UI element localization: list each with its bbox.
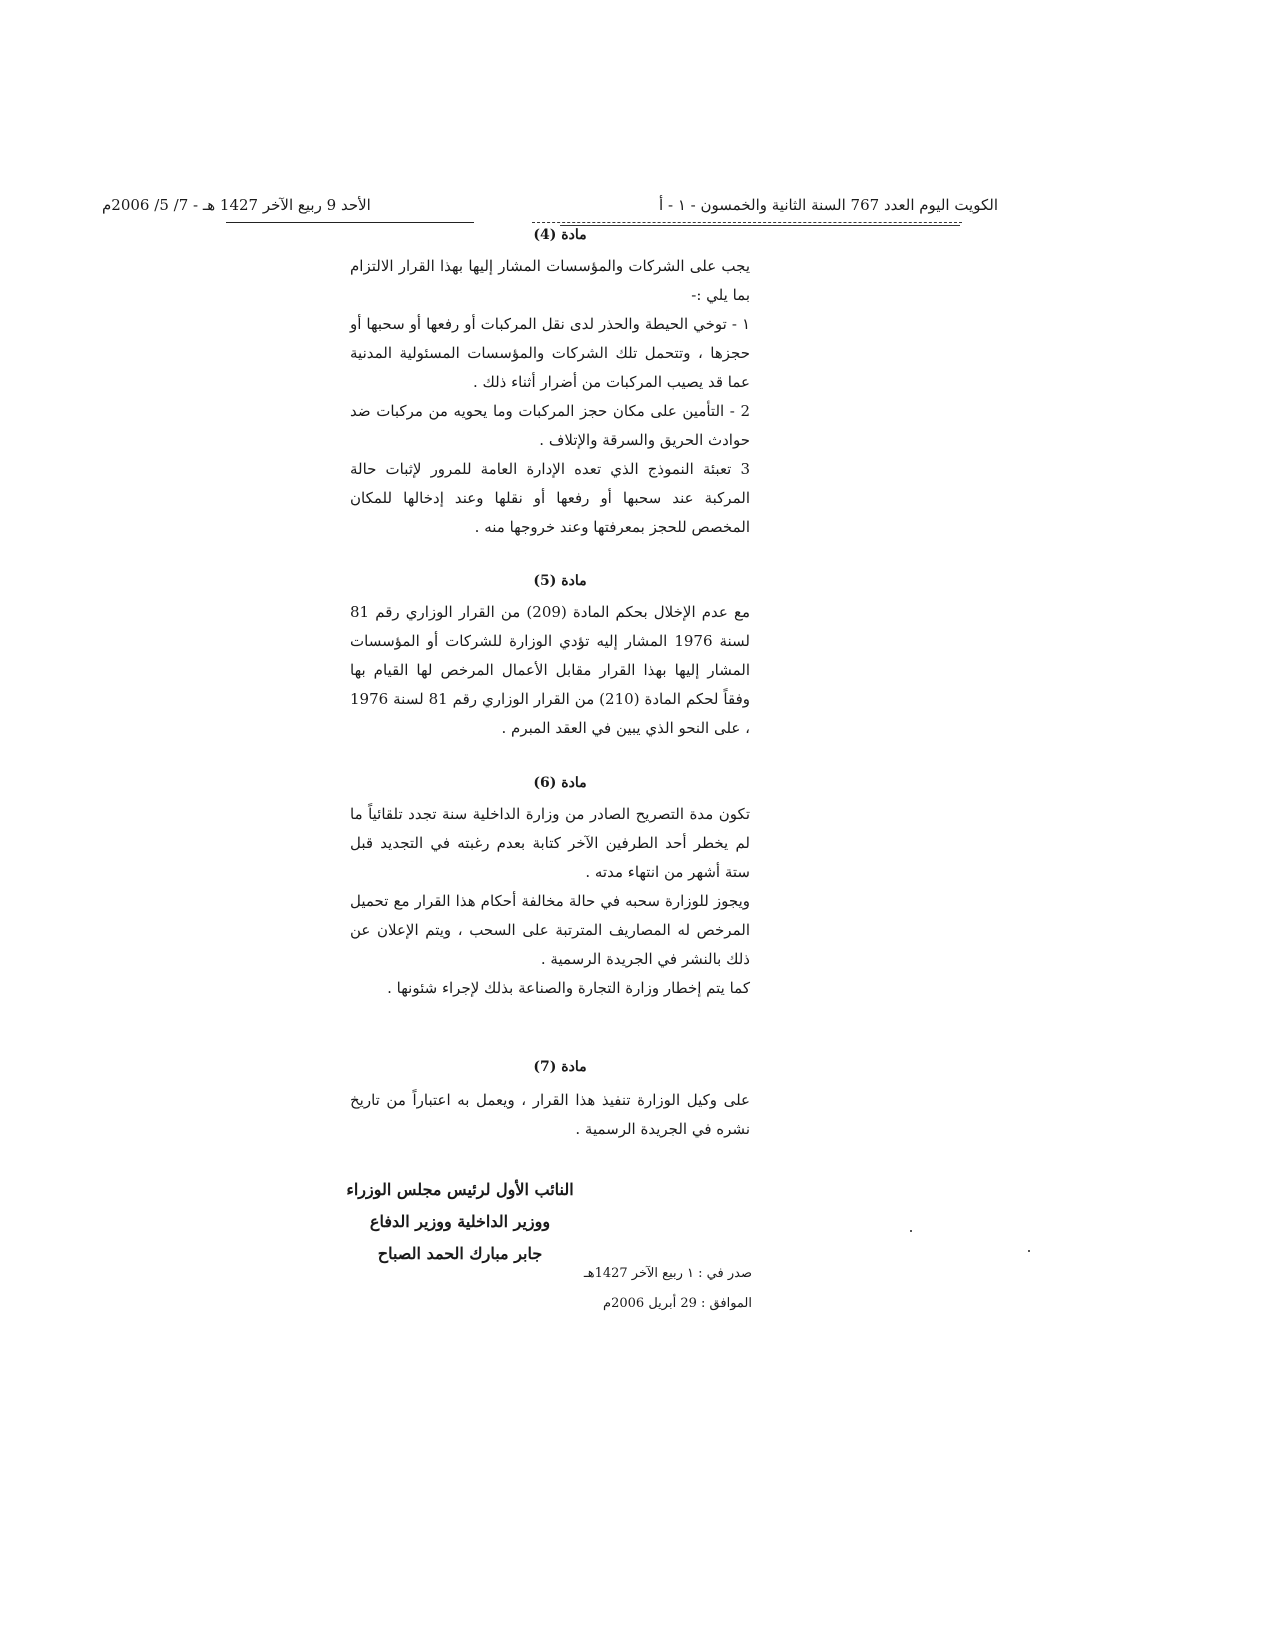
scan-speck <box>910 1230 912 1232</box>
article-4-item-1: ١ - توخي الحيطة والحذر لدى نقل المركبات أو رفعها أو سحبها أو حجزها ، وتتحمل تلك الشركات والمؤسسات المسئولية المدنية عما قد يصيب المركبات من أضرار أثناء ذلك . <box>350 315 750 391</box>
article-7-title: مادة (7) <box>533 1059 587 1075</box>
article-7-text: على وكيل الوزارة تنفيذ هذا القرار ، ويعمل به اعتباراً من تاريخ نشره في الجريدة الرسمية . <box>350 1091 750 1138</box>
article-6-body <box>350 800 750 1003</box>
signature-name: جابر مبارك الحمد الصباح <box>377 1244 543 1263</box>
header-divider-right <box>560 225 960 226</box>
article-7-body <box>350 1086 750 1144</box>
article-6-para-3: كما يتم إخطار وزارة التجارة والصناعة بذلك لإجراء شئونها . <box>387 979 750 997</box>
signature-title-2: ووزير الداخلية ووزير الدفاع <box>369 1212 551 1231</box>
article-4-body <box>350 252 750 542</box>
article-6-title: مادة (6) <box>533 775 587 791</box>
article-4-item-3: 3 تعبئة النموذج الذي تعده الإدارة العامة للمرور لإثبات حالة المركبة عند سحبها أو رفعها أو نقلها وعند إدخالها للمكان المخصص للحجز بمعرفتها وعند خروجها منه . <box>350 460 750 536</box>
article-6-para-1: تكون مدة التصريح الصادر من وزارة الداخلية سنة تجدد تلقائياً ما لم يخطر أحد الطرفين الآخر كتابة بعدم رغبته في التجديد قبل ستة أشهر من انتهاء مدته . <box>350 805 750 881</box>
article-4-item-2: 2 - التأمين على مكان حجز المركبات وما يحويه من مركبات ضد حوادث الحريق والسرقة والإتلاف . <box>350 402 750 449</box>
article-4-title: مادة (4) <box>533 227 587 243</box>
article-6-para-2: ويجوز للوزارة سحبه في حالة مخالفة أحكام هذا القرار مع تحميل المرخص له المصاريف المترتبة على السحب ، ويتم الإعلان عن ذلك بالنشر في الجريدة الرسمية . <box>350 892 750 968</box>
article-5-body <box>350 598 750 743</box>
issued-block <box>512 1259 752 1319</box>
article-4-intro: يجب على الشركات والمؤسسات المشار إليها بهذا القرار الالتزام بما يلي :- <box>350 257 750 304</box>
signature-title-1: النائب الأول لرئيس مجلس الوزراء <box>346 1180 574 1199</box>
article-5-title: مادة (5) <box>533 573 587 589</box>
scan-speck <box>1028 1250 1030 1252</box>
gazette-header-date: الأحد 9 ربيع الآخر 1427 هـ - 7/ 5/ 2006م <box>102 196 371 214</box>
article-5-text: مع عدم الإخلال بحكم المادة (209) من القرار الوزاري رقم 81 لسنة 1976 المشار إليه تؤدي الوزارة للشركات أو المؤسسات المشار إليها بهذا القرار مقابل الأعمال المرخص لها القيام بها وفقاً لحكم المادة (210) من القرار الوزاري رقم 81 لسنة 1976 ، على النحو الذي يبين في العقد المبرم . <box>350 603 750 737</box>
issued-gregorian-date: الموافق : 29 أبريل 2006م <box>603 1296 752 1311</box>
gazette-header-issue: الكويت اليوم العدد 767 السنة الثانية والخمسون - ١ - أ <box>659 196 998 214</box>
header-divider-left <box>226 222 474 223</box>
issued-hijri-date: صدر في : ١ ربيع الآخر 1427هـ <box>583 1266 752 1281</box>
header-divider-right-dashed <box>532 222 962 223</box>
signature-block <box>340 1174 580 1270</box>
